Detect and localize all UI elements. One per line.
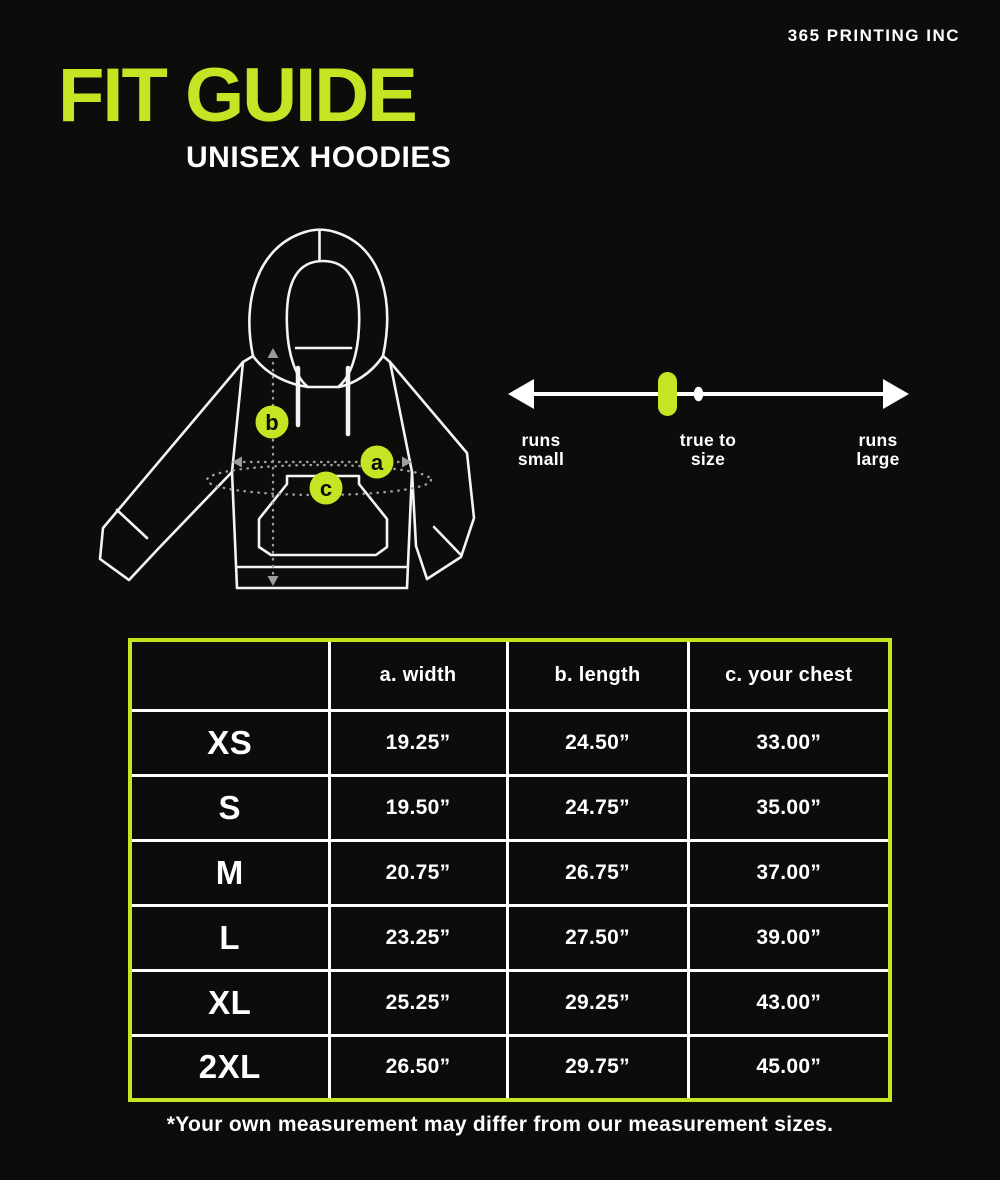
scale-label-line: true to <box>679 430 737 450</box>
chest-cell: 35.00” <box>688 775 890 840</box>
table-row-xs <box>130 710 890 775</box>
sleeve-seam-right <box>390 362 412 472</box>
length-cell: 27.50” <box>507 905 688 970</box>
hoodie-outline-group <box>100 230 474 588</box>
hood-drape-right <box>339 356 383 387</box>
scale-tick-dot <box>694 387 704 401</box>
scale-marker <box>658 372 677 416</box>
scale-label-line: runs <box>521 430 561 450</box>
sleeve-left <box>100 356 253 580</box>
chest-cell: 33.00” <box>688 710 890 775</box>
sleeve-seam-left <box>232 362 243 472</box>
size-table <box>128 638 892 1102</box>
body-side-right <box>407 472 412 588</box>
header-chest-cell: c. your chest <box>688 640 890 710</box>
table-header-row <box>130 640 890 710</box>
width-cell: 26.50” <box>329 1035 507 1100</box>
scale-arrow-right-icon <box>883 379 909 409</box>
length-cell: 29.75” <box>507 1035 688 1100</box>
table-row-2xl <box>130 1035 890 1100</box>
width-cell: 19.50” <box>329 775 507 840</box>
table-row-m <box>130 840 890 905</box>
hoodie-diagram <box>90 215 510 607</box>
table-row-xl <box>130 970 890 1035</box>
width-cell: 20.75” <box>329 840 507 905</box>
scale-label-line: size <box>690 449 726 469</box>
length-cell: 24.75” <box>507 775 688 840</box>
size-cell: S <box>130 775 329 840</box>
size-cell: XS <box>130 710 329 775</box>
brand-text: 365 PRINTING INC <box>787 26 960 45</box>
length-cell: 24.50” <box>507 710 688 775</box>
length-arrow-up-icon <box>268 348 279 358</box>
scale-label-true-to-size <box>656 431 760 469</box>
cuff-line-left <box>117 510 147 538</box>
chest-cell: 43.00” <box>688 970 890 1035</box>
scale-arrow-left-icon <box>508 379 534 409</box>
size-cell: XL <box>130 970 329 1035</box>
length-cell: 29.25” <box>507 970 688 1035</box>
size-cell: M <box>130 840 329 905</box>
table-row-l <box>130 905 890 970</box>
scale-label-line: runs <box>858 430 898 450</box>
page-title: FIT GUIDE <box>58 53 416 138</box>
marker-c-label: c <box>319 476 333 501</box>
header-width-cell: a. width <box>329 640 507 710</box>
marker-b-label: b <box>265 410 279 435</box>
diagram-markers-group <box>256 406 394 505</box>
chest-cell: 37.00” <box>688 840 890 905</box>
table-row-s <box>130 775 890 840</box>
size-cell: 2XL <box>130 1035 329 1100</box>
width-cell: 25.25” <box>329 970 507 1035</box>
header-length-cell: b. length <box>507 640 688 710</box>
chest-cell: 39.00” <box>688 905 890 970</box>
fit-scale <box>498 363 918 425</box>
scale-label-runs-large <box>833 431 923 469</box>
width-cell: 23.25” <box>329 905 507 970</box>
size-table-section <box>128 638 892 1102</box>
body-side-left <box>232 472 237 588</box>
scale-label-runs-small <box>496 431 586 469</box>
length-cell: 26.75” <box>507 840 688 905</box>
cuff-line-right <box>434 527 460 554</box>
width-cell: 19.25” <box>329 710 507 775</box>
length-arrow-down-icon <box>268 576 279 586</box>
scale-label-line: large <box>856 449 900 469</box>
page-subtitle: UNISEX HOODIES <box>186 141 452 174</box>
size-cell: L <box>130 905 329 970</box>
footnote: *Your own measurement may differ from our measurement sizes. <box>166 1113 834 1136</box>
scale-label-line: small <box>517 449 565 469</box>
header-corner-cell <box>130 640 329 710</box>
chest-cell: 45.00” <box>688 1035 890 1100</box>
marker-a-label: a <box>370 450 384 475</box>
